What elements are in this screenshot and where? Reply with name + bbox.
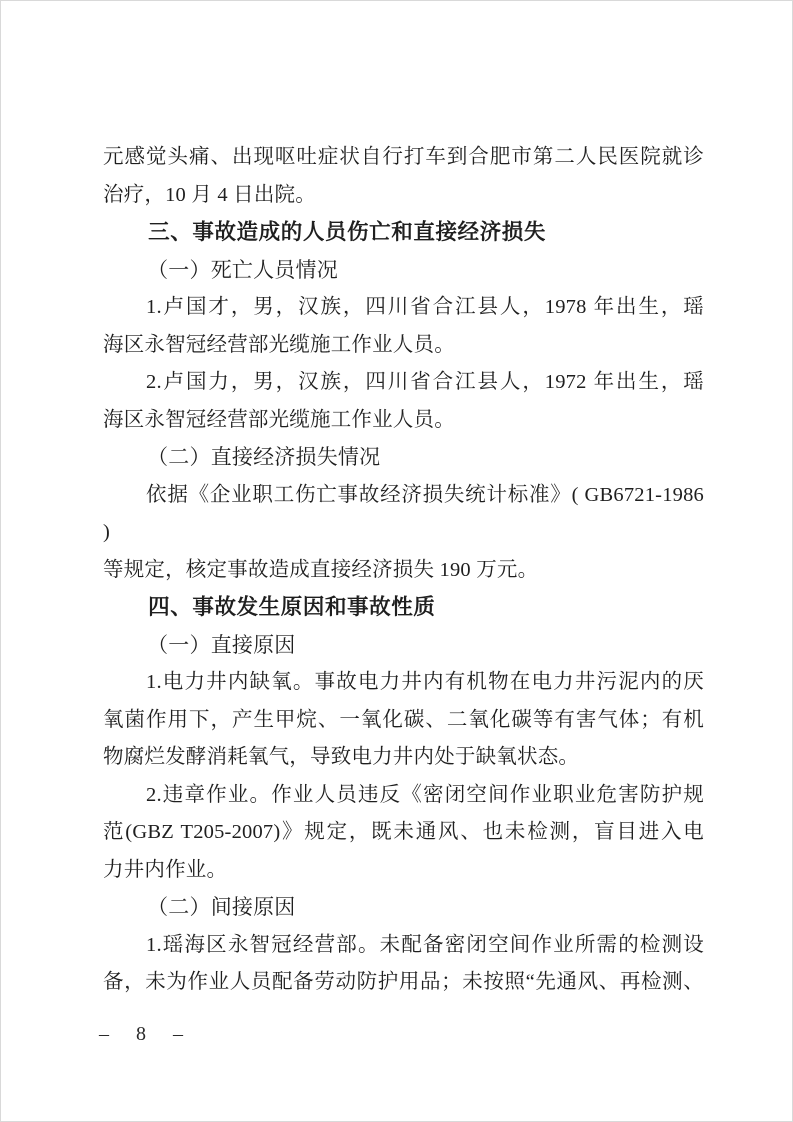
paragraph xyxy=(103,664,704,777)
text-line: 元感觉头痛、出现呕吐症状自行打车到合肥市第二人民医院就诊 xyxy=(103,146,704,168)
text-line: 海区永智冠经营部光缆施工作业人员。 xyxy=(103,333,455,356)
paragraph xyxy=(103,364,704,439)
text-line: 三、事故造成的人员伤亡和直接经济损失 xyxy=(148,220,546,244)
subheading xyxy=(103,627,704,665)
subheading xyxy=(103,439,704,477)
text-line: 等规定，核定事故造成直接经济损失 190 万元。 xyxy=(103,558,539,581)
text-line: 范(GBZ T205-2007)》规定，既未通风、也未检测，盲目进入电 xyxy=(103,821,704,843)
paragraph xyxy=(103,927,704,1002)
page-footer xyxy=(99,1023,299,1046)
text-line: 1.瑶海区永智冠经营部。未配备密闭空间作业所需的检测设 xyxy=(146,933,704,956)
text-line: 四、事故发生原因和事故性质 xyxy=(148,595,436,619)
text-line: 备，未为作业人员配备劳动防护用品；未按照“先通风、再检测、 xyxy=(103,971,704,993)
text-line: 2.卢国力，男，汉族，四川省合江县人，1972 年出生，瑶 xyxy=(146,371,704,393)
text-line: 力井内作业。 xyxy=(103,858,228,881)
page-number: – 8 – xyxy=(99,1023,194,1045)
heading xyxy=(103,589,704,627)
text-line: （二）直接经济损失情况 xyxy=(147,445,381,469)
text-line: 依据《企业职工伤亡事故经济损失统计标准》( GB6721-1986 ) xyxy=(103,483,704,543)
text-line: 治疗，10 月 4 日出院。 xyxy=(103,183,316,206)
text-line: 1.卢国才，男，汉族，四川省合江县人，1978 年出生，瑶 xyxy=(146,296,704,318)
text-line: 2.违章作业。作业人员违反《密闭空间作业职业危害防护规 xyxy=(146,783,704,806)
text-line: 1.电力井内缺氧。事故电力井内有机物在电力井污泥内的厌 xyxy=(146,671,704,693)
paragraph xyxy=(103,139,704,214)
text-line: 物腐烂发酵消耗氧气，导致电力井内处于缺氧状态。 xyxy=(103,746,580,768)
paragraph xyxy=(103,477,704,590)
text-line: 氧菌作用下，产生甲烷、一氧化碳、二氧化碳等有害气体；有机 xyxy=(103,708,704,731)
text-line: （二）间接原因 xyxy=(147,895,296,919)
text-line: （一）死亡人员情况 xyxy=(147,257,338,282)
heading xyxy=(103,214,704,252)
paragraph xyxy=(103,777,704,890)
paragraph xyxy=(103,289,704,364)
text-line: （一）直接原因 xyxy=(147,632,296,657)
subheading xyxy=(103,889,704,927)
text-line: 海区永智冠经营部光缆施工作业人员。 xyxy=(103,408,455,431)
document-content xyxy=(103,139,704,1002)
subheading xyxy=(103,252,704,290)
